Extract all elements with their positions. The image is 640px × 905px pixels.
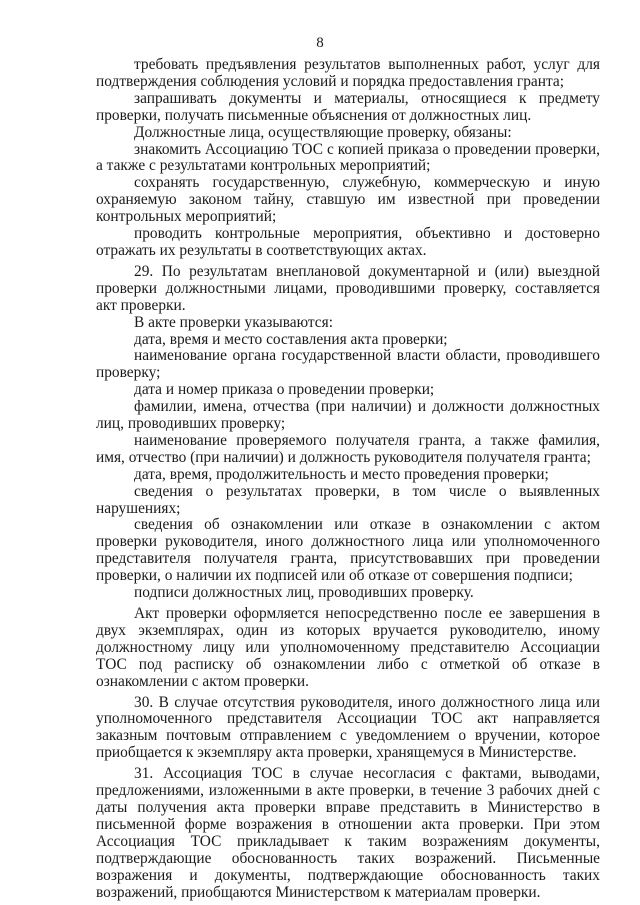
paragraph: 29. По результатам внеплановой документарной и (или) выездной проверки должностными лицами, проводившими проверку, составляется акт проверки. — [96, 262, 600, 314]
paragraph: наименование органа государственной власти области, проводившего проверку; — [96, 347, 600, 382]
paragraph: сведения об ознакомлении или отказе в ознакомлении с актом проверки руководителя, иного должностного лица или уполномоченного представителя получателя гранта, присутствовавших при проведении проверки, о наличии их подписей или об отказе от совершения подписи; — [96, 516, 600, 585]
paragraph: дата, время и место составления акта проверки; — [134, 330, 448, 348]
paragraph: сведения о результатах проверки, в том числе о выявленных нарушениях; — [96, 482, 600, 517]
paragraph: знакомить Ассоциацию ТОС с копией приказа о проведении проверки, а также с результатами контрольных мероприятий; — [96, 140, 600, 175]
paragraph: сохранять государственную, служебную, коммерческую и иную охраняемую законом тайну, ставшую им известной при проведении контрольных мероприятий; — [96, 174, 600, 226]
document-body — [96, 57, 600, 901]
paragraph: 30. В случае отсутствия руководителя, иного должностного лица или уполномоченного представителя Ассоциации ТОС акт направляется заказным почтовым отправлением с уведомлением о вручении, которое приобщается к экземпляру акта проверки, хранящемуся в Министерстве. — [96, 693, 600, 762]
paragraph: фамилии, имена, отчества (при наличии) и должности должностных лиц, проводивших проверку; — [96, 398, 600, 433]
paragraph: требовать предъявления результатов выполненных работ, услуг для подтверждения соблюдения условий и порядка предоставления гранта; — [96, 56, 600, 90]
paragraph: Акт проверки оформляется непосредственно после ее завершения в двух экземплярах, один из которых вручается руководителю, иному должностному лицу или уполномоченному представителю Ассоциации ТОС под расписку об ознакомлении либо с отметкой об отказе в ознакомлении с актом проверки. — [96, 605, 600, 690]
page-number: 8 — [316, 35, 324, 51]
paragraph: В акте проверки указываются: — [134, 313, 333, 331]
paragraph: дата и номер приказа о проведении проверки; — [134, 381, 435, 399]
paragraph: наименование проверяемого получателя гранта, а также фамилия, имя, отчество (при наличии) и должность руководителя получателя гранта; — [96, 431, 600, 466]
paragraph: проводить контрольные мероприятия, объективно и достоверно отражать их результаты в соответствующих актах. — [96, 225, 600, 259]
paragraph: запрашивать документы и материалы, относящиеся к предмету проверки, получать письменные объяснения от должностных лиц. — [96, 89, 600, 124]
paragraph: подписи должностных лиц, проводивших проверку. — [134, 584, 474, 602]
paragraph: дата, время, продолжительность и место проведения проверки; — [134, 465, 549, 483]
paragraph: Должностные лица, осуществляющие проверку, обязаны: — [134, 123, 512, 141]
paragraph: 31. Ассоциация ТОС в случае несогласия с фактами, выводами, предложениями, изложенными в акте проверки, в течение 3 рабочих дней с даты получения акта проверки вправе представить в Министерство в письменной форме возражения в отношении акта проверки. При этом Ассоциация ТОС прикладывает к таким возражениям документы, подтверждающие обоснованность таких возражений. Письменные возражения и документы, подтверждающие обоснованность таких возражений, приобщаются Министерством к материалам проверки. — [96, 765, 600, 901]
